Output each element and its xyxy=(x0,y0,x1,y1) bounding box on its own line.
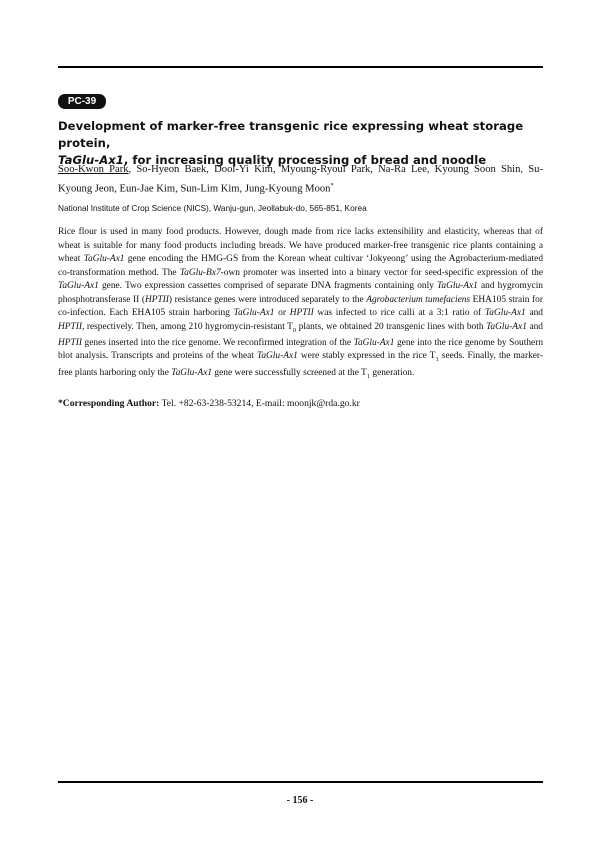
bottom-rule xyxy=(58,781,543,783)
abstract-text: EHA105 strain for co-infection. Each EHA105 strain harboring xyxy=(58,294,543,318)
paper-id-badge: PC-39 xyxy=(58,94,106,109)
abstract-text: seeds. Finally, the marker-free plants harboring only the xyxy=(58,351,543,378)
abstract-text: genes inserted into the rice genome. We reconfirmed integration of the xyxy=(81,337,354,348)
gene-name: Agrobacterium tumefaciens xyxy=(366,294,471,305)
abstract-text: plants, we obtained 20 transgenic lines with both xyxy=(296,321,487,332)
abstract-text: or xyxy=(274,308,290,318)
abstract-text: and hygromycin phosphotransferase II ( xyxy=(58,281,543,305)
abstract xyxy=(58,226,543,383)
gene-name: TaGlu-Ax1 xyxy=(171,367,213,378)
subscript: 1 xyxy=(366,372,371,380)
subscript: 1 xyxy=(435,356,439,364)
abstract-text: was infected to rice calli at a 3:1 ratio of xyxy=(313,308,485,318)
top-rule xyxy=(58,66,543,68)
abstract-text: generation. xyxy=(370,367,415,378)
gene-name: TaGlu-Ax1 xyxy=(58,281,99,291)
abstract-text: gene were successfully screened at the T xyxy=(212,367,367,378)
abstract-text: and xyxy=(525,308,543,318)
abstract-text: -own promoter was inserted into a binary vector for seed-specific expression of the xyxy=(220,267,543,278)
corresponding-label: *Corresponding Author: xyxy=(58,398,160,409)
lead-author: Soo-Kwon Park xyxy=(58,164,129,175)
abstract-text: Rice flour is used in many food products. However, dough made from rice lacks extensibility and elasticity, whereas that of wheat is suitable for many food products including breads. We have produced marker-free transgenic rice plants containing a wheat xyxy=(58,227,543,264)
affiliation: National Institute of Crop Science (NICS), Wanju-gun, Jeollabuk-do, 565-851, Korea xyxy=(58,203,367,213)
page-number: - 156 - xyxy=(286,795,314,806)
abstract-text: and xyxy=(526,321,543,332)
gene-name: HPTII xyxy=(58,337,82,348)
abstract-text: gene encoding the HMG-GS from the Korean wheat cultivar ‘Jokyeong’ using the Agrobacterium-mediated co-transformation method. The xyxy=(58,254,544,278)
gene-name: HPTII xyxy=(58,321,82,332)
gene-name: TaGlu-Ax1 xyxy=(486,321,527,332)
gene-name: TaGlu-Ax1 xyxy=(233,308,275,318)
title-line-2: , for increasing quality processing of bread and noodle xyxy=(123,153,487,167)
gene-name: TaGlu-Ax1 xyxy=(83,254,125,264)
abstract-text: gene into the rice genome by Southern blot analysis. Transcripts and proteins of the wheat xyxy=(58,337,544,362)
author-list xyxy=(58,162,543,198)
abstract-text: , respectively. Then, among 210 hygromycin-resistant T xyxy=(81,321,293,332)
corresponding-mark: * xyxy=(330,182,334,189)
gene-name: TaGlu-Ax1 xyxy=(353,337,395,348)
corresponding-author xyxy=(58,397,543,410)
gene-name: TaGlu-Bx7 xyxy=(179,267,221,278)
abstract-text: gene. Two expression cassettes comprised of separate DNA fragments containing only xyxy=(98,281,438,291)
abstract-text: ) resistance genes were introduced separately to the xyxy=(168,294,367,305)
gene-name: TaGlu-Ax1 xyxy=(437,281,478,291)
gene-name: TaGlu-Ax1 xyxy=(484,308,526,318)
subscript: 0 xyxy=(292,326,297,334)
gene-name: HPTII xyxy=(144,294,169,305)
co-authors: , So-Hyeon Baek, Dool-Yi Kim, Myoung-Ryoul Park, Na-Ra Lee, Kyoung Soon Shin, Su-Kyoung Jeon, Eun-Jae Kim, Sun-Lim Kim, Jung-Kyoung Moon xyxy=(58,164,543,195)
abstract-text: were stably expressed in the rice T xyxy=(297,351,436,362)
title-line-1: Development of marker-free transgenic rice expressing wheat storage protein, xyxy=(58,119,524,150)
gene-name: TaGlu-Ax1 xyxy=(257,351,298,362)
corresponding-contact: Tel. +82-63-238-53214, E-mail: moonjk@rda.go.kr xyxy=(159,398,360,409)
title-gene-name: TaGlu-Ax1 xyxy=(58,153,124,167)
gene-name: HPTII xyxy=(289,308,314,318)
